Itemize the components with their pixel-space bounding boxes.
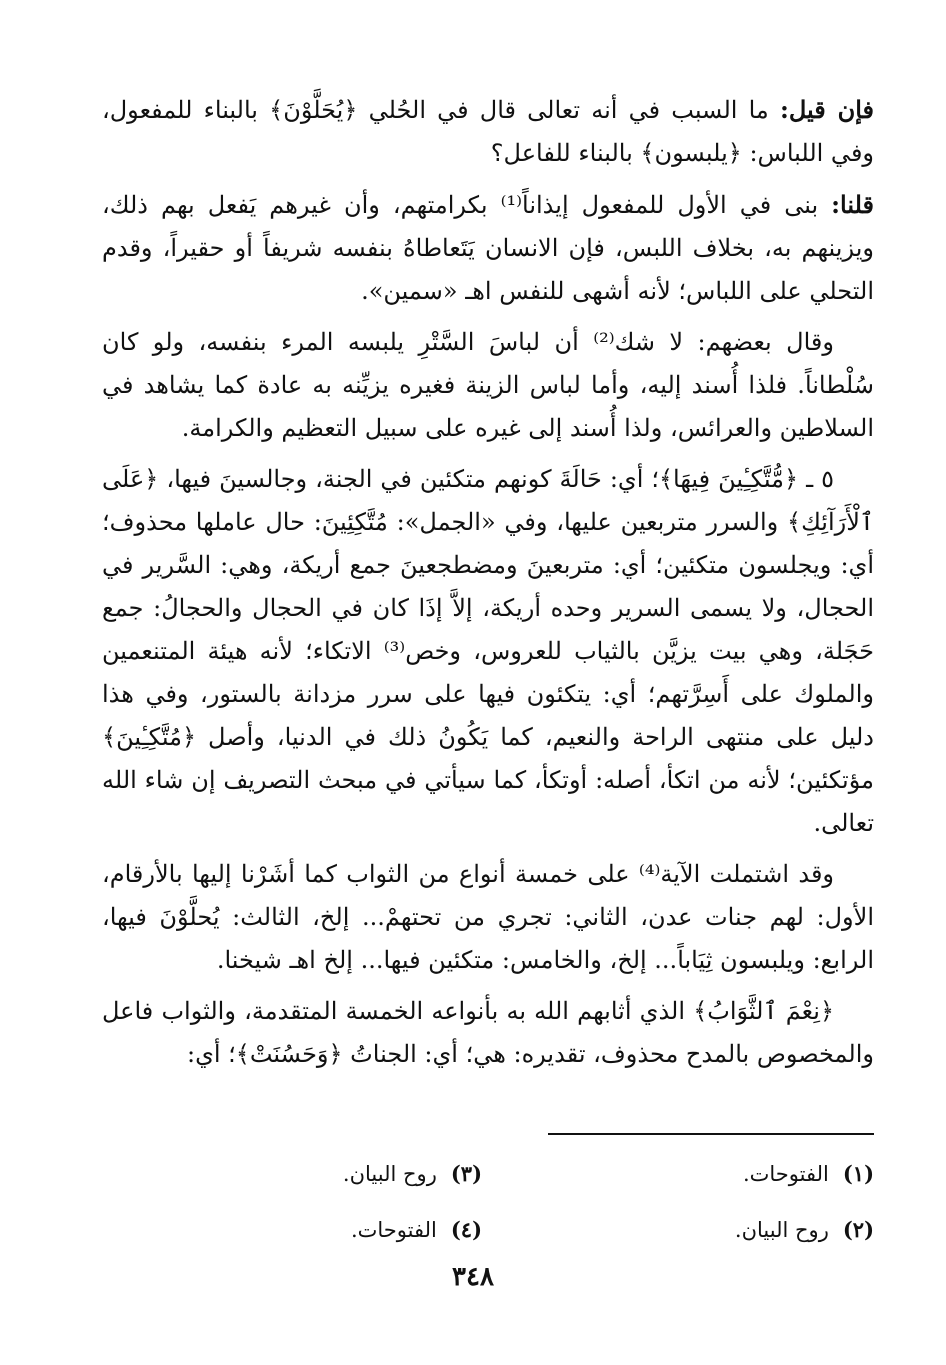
paragraph-5-text: وقد اشتملت الآية⁽⁴⁾ على خمسة أنواع من الثواب كما أشَرْنا إليها بالأرقام، الأول: لهم جنات عدن، الثاني: تجري من تحتهمْ... إلخ، الثالث: يُحلَّوْنَ فيها، الرابع: ويلبسون ثِيَاباً... إلخ، والخامس: متكئين فيها... إلخ اهـ شيخنا. xyxy=(102,860,874,974)
footnotes xyxy=(174,1146,874,1258)
footnote-4-number: (٤) xyxy=(450,1217,482,1242)
paragraph-4 xyxy=(102,458,874,845)
paragraph-6-text: ﴿نِعْمَ ٱلثَّوَابُ﴾ الذي أثابهم الله به بأنواعه الخمسة المتقدمة، والثواب فاعل والمخصوص بالمدح محذوف، تقديره: هي؛ أي: الجناتُ ﴿وَحَسُنَتْ﴾؛ أي: xyxy=(102,997,874,1068)
paragraph-6 xyxy=(102,990,874,1076)
footnote-4-text: الفتوحات. xyxy=(350,1218,437,1242)
footnote-2-text: روح البيان. xyxy=(734,1218,829,1242)
paragraph-4-text: ٥ ـ ﴿مُّتَّكِـِٔينَ فِيهَا﴾؛ أي: حَالَةَ كونهم متكئين في الجنة، وجالسينَ فيها، ﴿عَلَى ٱلْأَرَآئِكِ﴾ والسرر متربعين عليها، وفي «الجمل»: مُتَّكِئِينَ: حال عاملها محذوف؛ أي: ويجلسون متكئين؛ أي: متربعينَ ومضطجعينَ جمع أريكة، وهي: السَّرير في الحجال، ولا يسمى السرير وحده أريكة، إلاَّ إذَا كان في الحجال والحجالُ: جمع حَجَلة، وهي بيت يزيَّن بالثياب للعروس، وخص⁽³⁾ الاتكاء؛ لأنه هيئة المتنعمين والملوك على أَسِرَّتهم؛ أي: يتكئون فيها على سرر مزدانة بالستور، وفي هذا دليل على منتهى الراحة والنعيم، كما يَكُونُ ذلك في الدنيا، وأصل ﴿مُتَّكِـِٔينَ﴾ مؤتكئين؛ لأنه من اتكأ، أصله: أوتكأ، كما سيأتي في مبحث التصريف إن شاء الله تعالى. xyxy=(102,465,874,837)
paragraph-1-lead: فإن قيل: xyxy=(779,95,875,124)
paragraph-3 xyxy=(102,321,874,450)
footnote-3 xyxy=(174,1146,482,1202)
footnote-1 xyxy=(482,1146,874,1202)
footnote-4 xyxy=(174,1202,482,1258)
footnote-1-text: الفتوحات. xyxy=(742,1162,829,1186)
paragraph-2 xyxy=(102,183,874,313)
paragraph-3-text: وقال بعضهم: لا شك⁽²⁾ أن لباسَ السَّتْرِ يلبسه المرء بنفسه، ولو كان سُلْطاناً. فلذا أُسند إليه، وأما لباس الزينة فغيره يزيِّنه به عادة كما يشاهد في السلاطين والعرائس، ولذا أُسند إلى غيره على سبيل التعظيم والكرامة. xyxy=(102,328,874,442)
paragraph-2-text: بنى في الأول للمفعول إيذاناً⁽¹⁾ بكرامتهم، وأن غيرهم يَفعل بهم ذلك، ويزينهم به، بخلاف اللبس، فإن الانسان يَتَعاطاهُ بنفسه شريفاً أو حقيراً، وقدم التحلي على اللباس؛ لأنه أشهى للنفس اهـ «سمين». xyxy=(102,191,874,305)
paragraph-1 xyxy=(102,88,874,175)
footnote-2 xyxy=(482,1202,874,1258)
page-body xyxy=(102,88,874,1084)
paragraph-2-lead: قلنا: xyxy=(831,190,874,219)
footnote-3-text: روح البيان. xyxy=(342,1162,437,1186)
footnote-divider xyxy=(548,1133,874,1135)
page-number: ٣٤٨ xyxy=(452,1262,494,1292)
footnote-1-number: (١) xyxy=(842,1161,874,1186)
paragraph-1-text: ما السبب في أنه تعالى قال في الحُلي ﴿يُحَلَّوْنَ﴾ بالبناء للمفعول، وفي اللباس: ﴿يلبسون﴾ بالبناء للفاعل؟ xyxy=(102,96,874,167)
paragraph-5 xyxy=(102,853,874,982)
footnote-3-number: (٣) xyxy=(450,1161,482,1186)
footnote-2-number: (٢) xyxy=(842,1217,874,1242)
